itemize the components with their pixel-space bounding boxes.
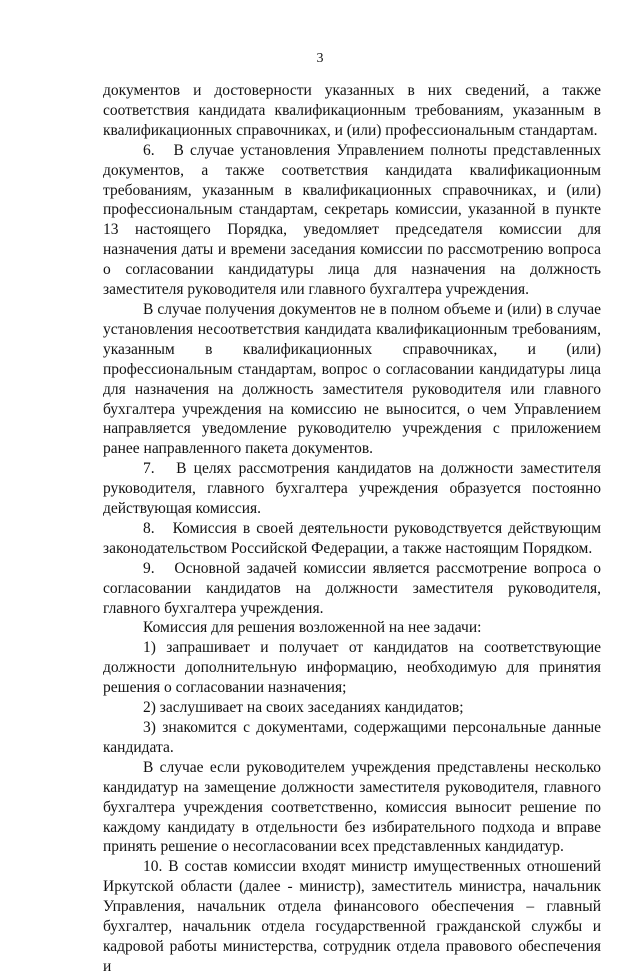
list-item-task-1: 1) запрашивает и получает от кандидатов на соответствующие должности дополнительную информацию, необходимую для принятия решения о согласовании назначения; (103, 639, 601, 697)
page-number: 3 (316, 51, 324, 66)
paragraph-item-6-incomplete-docs: В случае получения документов не в полном объеме и (или) в случае установления несоответствия кандидата квалификационным требованиям, указанным в квалификационных справочниках, и (или) профессиональным стандартам, вопрос о согласовании кандидатуры лица для назначения на должность заместителя руководителя или главного бухгалтера учреждения на комиссию не выносится, о чем Управлением направляется уведомление руководителю учреждения с приложением ранее направленного пакета документов. (103, 300, 601, 458)
paragraph-multiple-candidates: В случае если руководителем учреждения представлены несколько кандидатур на замещение должности заместителя руководителя, главного бухгалтера учреждения соответственно, комиссия выносит решение по каждому кандидату в отдельности без избирательного подхода и вправе принять решение о несогласовании всех представленных кандидатур. (103, 758, 601, 856)
list-item-task-3: 3) знакомится с документами, содержащими персональные данные кандидата. (103, 719, 601, 756)
list-item-task-2: 2) заслушивает на своих заседаниях кандидатов; (143, 699, 464, 717)
paragraph-continued: документов и достоверности указанных в них сведений, а также соответствия кандидата квалификационным требованиям, указанным в квалификационных справочниках, и (или) профессиональным стандартам. (103, 82, 601, 139)
paragraph-item-10: 10. В состав комиссии входят министр имущественных отношений Иркутской области (далее - министр), заместитель министра, начальник Управления, начальник отдела финансового обеспечения – главный бухгалтер, начальник отдела государственной гражданской службы и кадровой работы министерства, сотрудник отдела правового обеспечения и (103, 858, 601, 975)
paragraph-commission-tasks-intro: Комиссия для решения возложенной на нее задачи: (143, 619, 482, 637)
document-body (103, 81, 601, 977)
paragraph-item-7: 7. В целях рассмотрения кандидатов на должности заместителя руководителя, главного бухгалтера учреждения образуется постоянно действующая комиссия. (103, 460, 601, 518)
paragraph-item-6: 6. В случае установления Управлением полноты представленных документов, а также соответствия кандидата квалификационным требованиям, указанным в квалификационных справочниках, и (или) профессиональным стандартам, секретарь комиссии, указанной в пункте 13 настоящего Порядка, уведомляет председателя комиссии для назначения даты и времени заседания комиссии по рассмотрению вопроса о согласовании кандидатуры лица для назначения на должность заместителя руководителя или главного бухгалтера учреждения. (103, 141, 601, 299)
paragraph-item-8: 8. Комиссия в своей деятельности руководствуется действующим законодательством Российской Федерации, а также настоящим Порядком. (103, 519, 601, 557)
paragraph-item-9: 9. Основной задачей комиссии является рассмотрение вопроса о согласовании кандидатов на должности заместителя руководителя, главного бухгалтера учреждения. (103, 559, 601, 617)
